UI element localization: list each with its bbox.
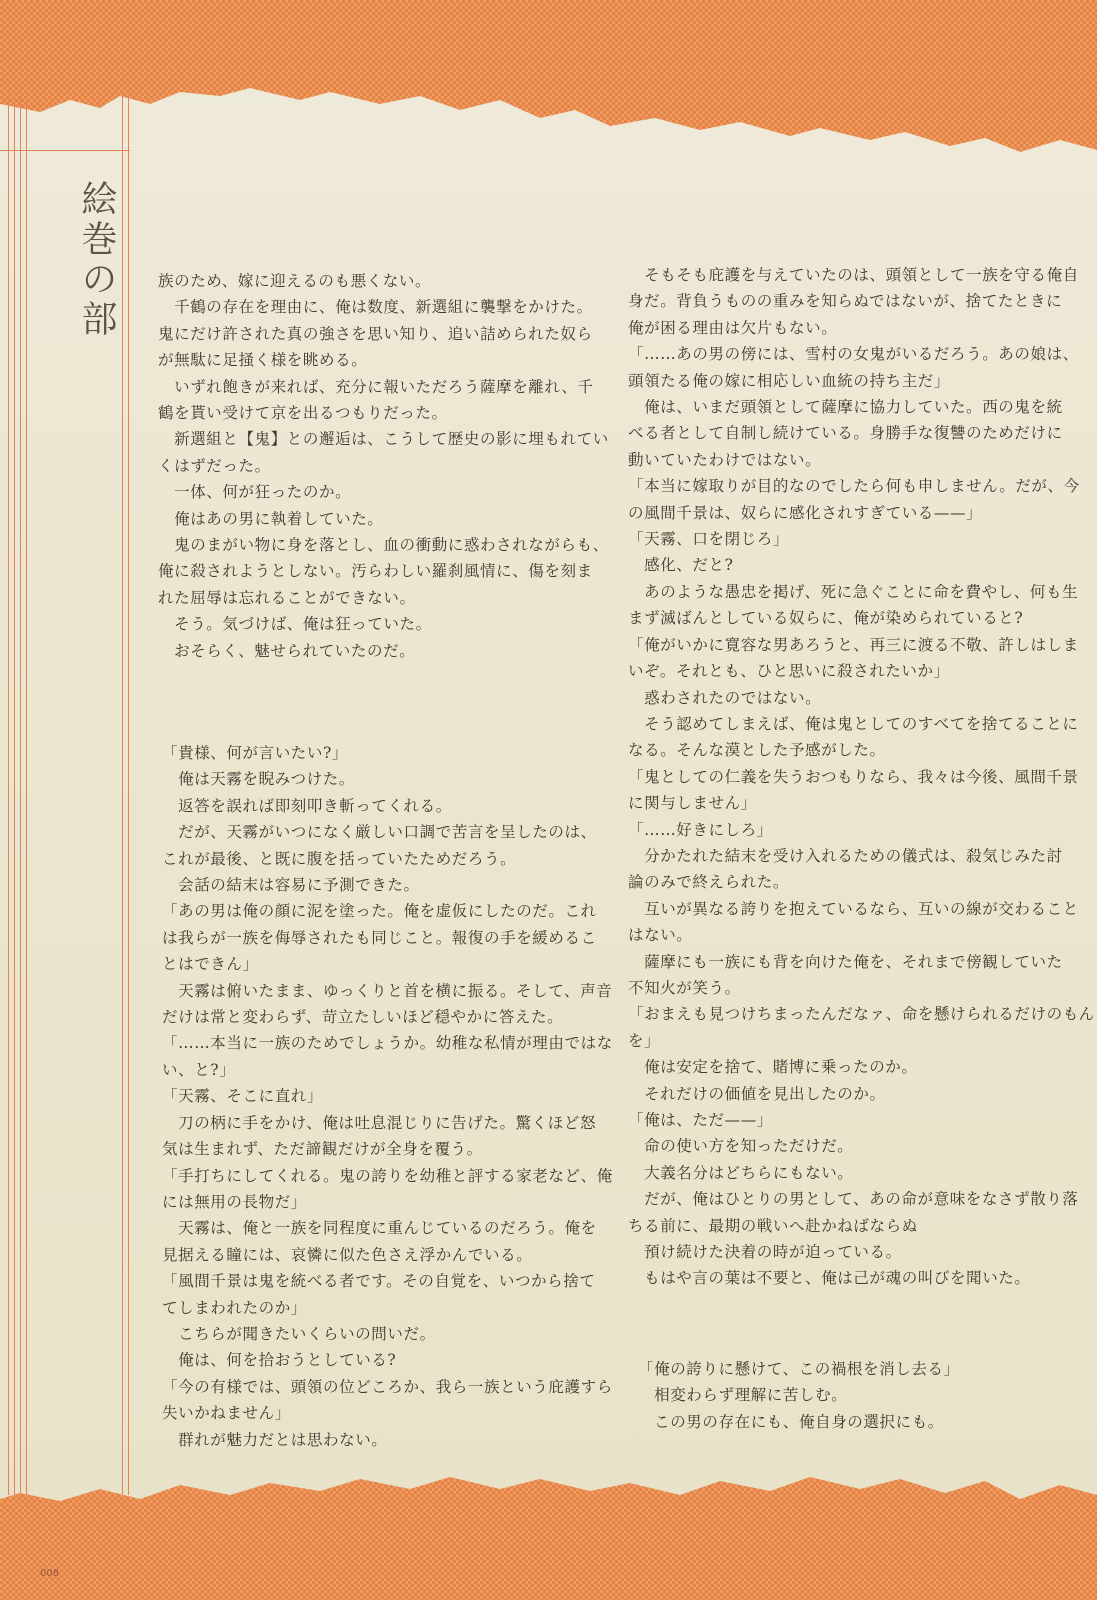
text-line: の風間千景は、奴らに感化されすぎている——」 [628, 503, 983, 522]
text-line: れた屈辱は忘れることができない。 [158, 588, 416, 607]
text-line: まず滅ばんとしている奴らに、俺が染められていると? [628, 609, 1024, 628]
text-line: それだけの価値を見出したのか。 [628, 1084, 886, 1103]
text-line: 俺に殺されようとしない。汚らわしい羅刹風情に、傷を刻ま [158, 562, 593, 581]
text-line: 命の使い方を知っただけだ。 [628, 1137, 854, 1156]
text-line: てしまわれたのか」 [162, 1298, 307, 1317]
text-line: くはずだった。 [158, 456, 271, 475]
right-column-top [628, 262, 1095, 1292]
text-line: 失いかねません」 [162, 1404, 291, 1423]
text-line: なる。そんな漠とした予感がした。 [628, 741, 886, 760]
text-line: いぞ。それとも、ひと思いに殺されたいか」 [628, 662, 950, 681]
torn-paper-bottom-band [0, 1455, 1097, 1600]
text-line: 分かたれた結末を受け入れるための儀式は、殺気じみた討 [628, 846, 1063, 865]
text-line: だが、俺はひとりの男として、あの命が意味をなさず散り落 [628, 1190, 1079, 1209]
text-line: 「天霧、そこに直れ」 [162, 1087, 324, 1106]
text-line: べる者として自制し続けている。身勝手な復讐のためだけに [628, 424, 1063, 443]
text-line: 俺は安定を捨て、賭博に乗ったのか。 [628, 1058, 918, 1077]
right-column-bottom [638, 1356, 1058, 1435]
text-line: いずれ飽きが来れば、充分に報いただろう薩摩を離れ、千 [158, 377, 594, 396]
text-line: い、と?」 [162, 1060, 236, 1079]
text-line: そう。気づけば、俺は狂っていた。 [158, 615, 432, 634]
left-column-bottom [162, 740, 613, 1453]
text-line: だが、天霧がいつになく厳しい口調で苦言を呈したのは、 [162, 823, 597, 842]
text-line: 新選組と【鬼】との邂逅は、こうして歴史の影に埋もれてい [158, 430, 609, 449]
text-line: 身だ。背負うものの重みを知らぬではないが、捨てたときに [628, 292, 1063, 311]
text-line: が無駄に足掻く様を眺める。 [158, 351, 368, 370]
text-line: 「あの男は俺の顔に泥を塗った。俺を虚仮にしたのだ。これ [162, 902, 597, 921]
text-line: 相変わらず理解に苦しむ。 [638, 1386, 848, 1405]
text-line: 「……あの男の傍には、雪村の女鬼がいるだろう。あの娘は、 [628, 345, 1079, 364]
text-line: 惑わされたのではない。 [628, 688, 822, 707]
text-line: 「俺の誇りに懸けて、この禍根を消し去る」 [638, 1360, 960, 1378]
text-line: 「今の有様では、頭領の位どころか、我ら一族という庇護すら [162, 1377, 613, 1396]
text-line: 見据える瞳には、哀憐に似た色さえ浮かんでいる。 [162, 1245, 533, 1264]
text-line: 返答を誤れば即刻叩き斬ってくれる。 [162, 796, 452, 815]
text-line: 天霧は、俺と一族を同程度に重んじているのだろう。俺を [162, 1219, 597, 1238]
text-line: 俺が困る理由は欠片もない。 [628, 318, 838, 337]
text-line: 群れが魅力だとは思わない。 [162, 1430, 388, 1449]
text-line: そう認めてしまえば、俺は鬼としてのすべてを捨てることに [628, 714, 1079, 733]
text-line: あのような愚忠を掲げ、死に急ぐことに命を費やし、何も生 [628, 582, 1079, 601]
text-line: 「手打ちにしてくれる。鬼の誇りを幼稚と評する家老など、俺 [162, 1166, 613, 1185]
text-line: 一体、何が狂ったのか。 [158, 483, 352, 502]
text-line: こちらが聞きたいくらいの問いだ。 [162, 1324, 436, 1343]
text-line: 気は生まれず、ただ諦観だけが全身を覆う。 [162, 1140, 483, 1159]
text-line: 俺は、何を拾おうとしている? [162, 1351, 397, 1370]
text-line: 「俺がいかに寛容な男あろうと、再三に渡る不敬、許しはしま [628, 635, 1079, 654]
text-line: 鶴を貰い受けて京を出るつもりだった。 [158, 404, 448, 423]
text-line: おそらく、魅せられていたのだ。 [158, 641, 416, 660]
text-line: 千鶴の存在を理由に、俺は数度、新選組に襲撃をかけた。 [158, 298, 593, 317]
text-line: これが最後、と既に腹を括っていたためだろう。 [162, 849, 517, 868]
text-line: に関与しません」 [628, 794, 757, 813]
text-line: 天霧は俯いたまま、ゆっくりと首を横に振る。そして、声音 [162, 981, 613, 1000]
text-line: 俺はあの男に執着していた。 [158, 509, 384, 528]
text-line: だけは常と変わらず、苛立たしいほど穏やかに答えた。 [162, 1008, 564, 1027]
text-line: 「鬼としての仁義を失うおつもりなら、我々は今後、風間千景 [628, 767, 1079, 786]
text-line: 頭領たる俺の嫁に相応しい血統の持ち主だ」 [628, 371, 951, 390]
text-line: 動いていたわけではない。 [628, 450, 822, 469]
text-line: 俺は、いまだ頭領として薩摩に協力していた。西の鬼を統 [628, 398, 1063, 417]
text-line: 「本当に嫁取りが目的なのでしたら何も申しません。だが、今 [628, 477, 1080, 496]
text-line: 「……好きにしろ」 [628, 820, 773, 839]
text-line: 鬼のまがい物に身を落とし、血の衝動に惑わされながらも、 [158, 536, 609, 555]
text-line: 「天霧、口を閉じろ」 [628, 530, 790, 549]
text-line: もはや言の葉は不要と、俺は己が魂の叫びを聞いた。 [628, 1269, 1031, 1288]
text-line: 刀の柄に手をかけ、俺は吐息混じりに告げた。驚くほど怒 [162, 1113, 597, 1132]
torn-paper-top-band [0, 0, 1097, 175]
text-line: 「貴様、何が言いたい?」 [162, 744, 349, 762]
text-line: はない。 [628, 926, 693, 945]
section-title: 絵巻の部 [76, 180, 117, 340]
text-line: を」 [628, 1031, 661, 1050]
text-line: この男の存在にも、俺自身の選択にも。 [638, 1412, 944, 1431]
text-line: 「おまえも見つけちまったんだなァ、命を懸けられるだけのもん [628, 1005, 1095, 1024]
text-line: は我らが一族を侮辱されたも同じこと。報復の手を緩めるこ [162, 928, 597, 947]
text-line: 俺は天霧を睨みつけた。 [162, 770, 355, 789]
text-line: 預け続けた決着の時が迫っている。 [628, 1243, 902, 1262]
text-line: そもそも庇護を与えていたのは、頭領として一族を守る俺自 [628, 266, 1079, 284]
text-line: 不知火が笑う。 [628, 978, 741, 997]
page-number: 008 [40, 1568, 60, 1579]
text-line: 会話の結末は容易に予測できた。 [162, 876, 420, 895]
text-line: 「……本当に一族のためでしょうか。幼稚な私情が理由ではな [162, 1034, 613, 1053]
text-line: 「風間千景は鬼を統べる者です。その自覚を、いつから捨て [162, 1272, 596, 1291]
text-line: 鬼にだけ許された真の強さを思い知り、追い詰められた奴ら [158, 324, 593, 343]
left-column-top [158, 268, 609, 664]
text-line: には無用の長物だ」 [162, 1192, 307, 1211]
text-line: 大義名分はどちらにもない。 [628, 1163, 854, 1182]
text-line: とはできん」 [162, 955, 259, 974]
text-line: 「俺は、ただ——」 [628, 1111, 773, 1129]
text-line: 感化、だと? [628, 556, 734, 575]
text-line: 薩摩にも一族にも背を向けた俺を、それまで傍観していた [628, 952, 1063, 971]
text-line: 族のため、嫁に迎えるのも悪くない。 [158, 272, 432, 290]
text-line: 論のみで終えられた。 [628, 873, 790, 892]
text-line: 互いが異なる誇りを抱えているなら、互いの線が交わること [628, 899, 1079, 918]
text-line: ちる前に、最期の戦いへ赴かねばならぬ [628, 1216, 918, 1235]
